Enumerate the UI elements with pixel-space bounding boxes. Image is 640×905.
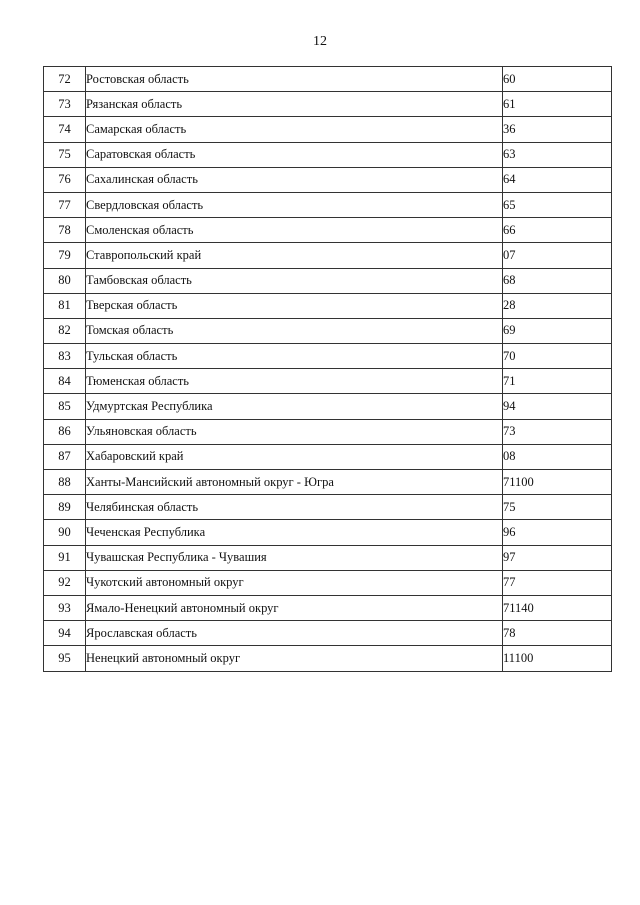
row-number: 95 (44, 646, 86, 671)
table-row (44, 268, 612, 293)
region-code: 08 (503, 444, 612, 469)
table-row (44, 293, 612, 318)
region-code: 73 (503, 419, 612, 444)
region-code: 36 (503, 117, 612, 142)
row-number: 88 (44, 470, 86, 495)
row-number: 80 (44, 268, 86, 293)
regions-table (43, 66, 612, 672)
region-code: 70 (503, 344, 612, 369)
row-number: 86 (44, 419, 86, 444)
row-number: 92 (44, 570, 86, 595)
region-code: 60 (503, 67, 612, 92)
table-row (44, 495, 612, 520)
region-name: Ханты-Мансийский автономный округ - Югра (86, 470, 503, 495)
region-code: 75 (503, 495, 612, 520)
row-number: 84 (44, 369, 86, 394)
region-code: 71 (503, 369, 612, 394)
regions-table-body (44, 67, 612, 672)
row-number: 81 (44, 293, 86, 318)
table-row (44, 394, 612, 419)
row-number: 76 (44, 167, 86, 192)
region-name: Тюменская область (86, 369, 503, 394)
table-row (44, 520, 612, 545)
row-number: 83 (44, 344, 86, 369)
region-name: Чувашская Республика - Чувашия (86, 545, 503, 570)
region-code: 94 (503, 394, 612, 419)
table-row (44, 419, 612, 444)
region-code: 66 (503, 218, 612, 243)
region-name: Чеченская Республика (86, 520, 503, 545)
table-row (44, 243, 612, 268)
region-code: 97 (503, 545, 612, 570)
region-code: 68 (503, 268, 612, 293)
region-code: 63 (503, 142, 612, 167)
row-number: 91 (44, 545, 86, 570)
row-number: 87 (44, 444, 86, 469)
row-number: 77 (44, 192, 86, 217)
region-name: Ульяновская область (86, 419, 503, 444)
region-name: Чукотский автономный округ (86, 570, 503, 595)
table-row (44, 92, 612, 117)
table-row (44, 318, 612, 343)
row-number: 73 (44, 92, 86, 117)
table-row (44, 117, 612, 142)
table-row (44, 167, 612, 192)
region-code: 71140 (503, 595, 612, 620)
table-row (44, 646, 612, 671)
region-code: 07 (503, 243, 612, 268)
region-name: Томская область (86, 318, 503, 343)
table-row (44, 369, 612, 394)
table-row (44, 142, 612, 167)
region-name: Тамбовская область (86, 268, 503, 293)
region-name: Удмуртская Республика (86, 394, 503, 419)
table-row (44, 444, 612, 469)
region-name: Самарская область (86, 117, 503, 142)
region-code: 78 (503, 621, 612, 646)
region-name: Хабаровский край (86, 444, 503, 469)
table-row (44, 344, 612, 369)
row-number: 74 (44, 117, 86, 142)
region-code: 11100 (503, 646, 612, 671)
table-row (44, 595, 612, 620)
row-number: 72 (44, 67, 86, 92)
region-name: Свердловская область (86, 192, 503, 217)
row-number: 79 (44, 243, 86, 268)
region-code: 28 (503, 293, 612, 318)
row-number: 89 (44, 495, 86, 520)
table-row (44, 621, 612, 646)
region-code: 64 (503, 167, 612, 192)
table-row (44, 67, 612, 92)
region-name: Ненецкий автономный округ (86, 646, 503, 671)
row-number: 78 (44, 218, 86, 243)
region-name: Смоленская область (86, 218, 503, 243)
region-code: 61 (503, 92, 612, 117)
region-name: Ярославская область (86, 621, 503, 646)
region-code: 69 (503, 318, 612, 343)
table-row (44, 470, 612, 495)
region-code: 71100 (503, 470, 612, 495)
page-number: 12 (313, 34, 327, 49)
row-number: 93 (44, 595, 86, 620)
region-name: Саратовская область (86, 142, 503, 167)
row-number: 85 (44, 394, 86, 419)
region-code: 77 (503, 570, 612, 595)
region-name: Ямало-Ненецкий автономный округ (86, 595, 503, 620)
row-number: 82 (44, 318, 86, 343)
region-name: Тверская область (86, 293, 503, 318)
table-row (44, 545, 612, 570)
region-code: 96 (503, 520, 612, 545)
region-name: Рязанская область (86, 92, 503, 117)
region-name: Сахалинская область (86, 167, 503, 192)
region-name: Челябинская область (86, 495, 503, 520)
row-number: 75 (44, 142, 86, 167)
region-name: Тульская область (86, 344, 503, 369)
table-row (44, 192, 612, 217)
table-row (44, 218, 612, 243)
table-row (44, 570, 612, 595)
region-code: 65 (503, 192, 612, 217)
region-name: Ставропольский край (86, 243, 503, 268)
row-number: 94 (44, 621, 86, 646)
region-name: Ростовская область (86, 67, 503, 92)
row-number: 90 (44, 520, 86, 545)
